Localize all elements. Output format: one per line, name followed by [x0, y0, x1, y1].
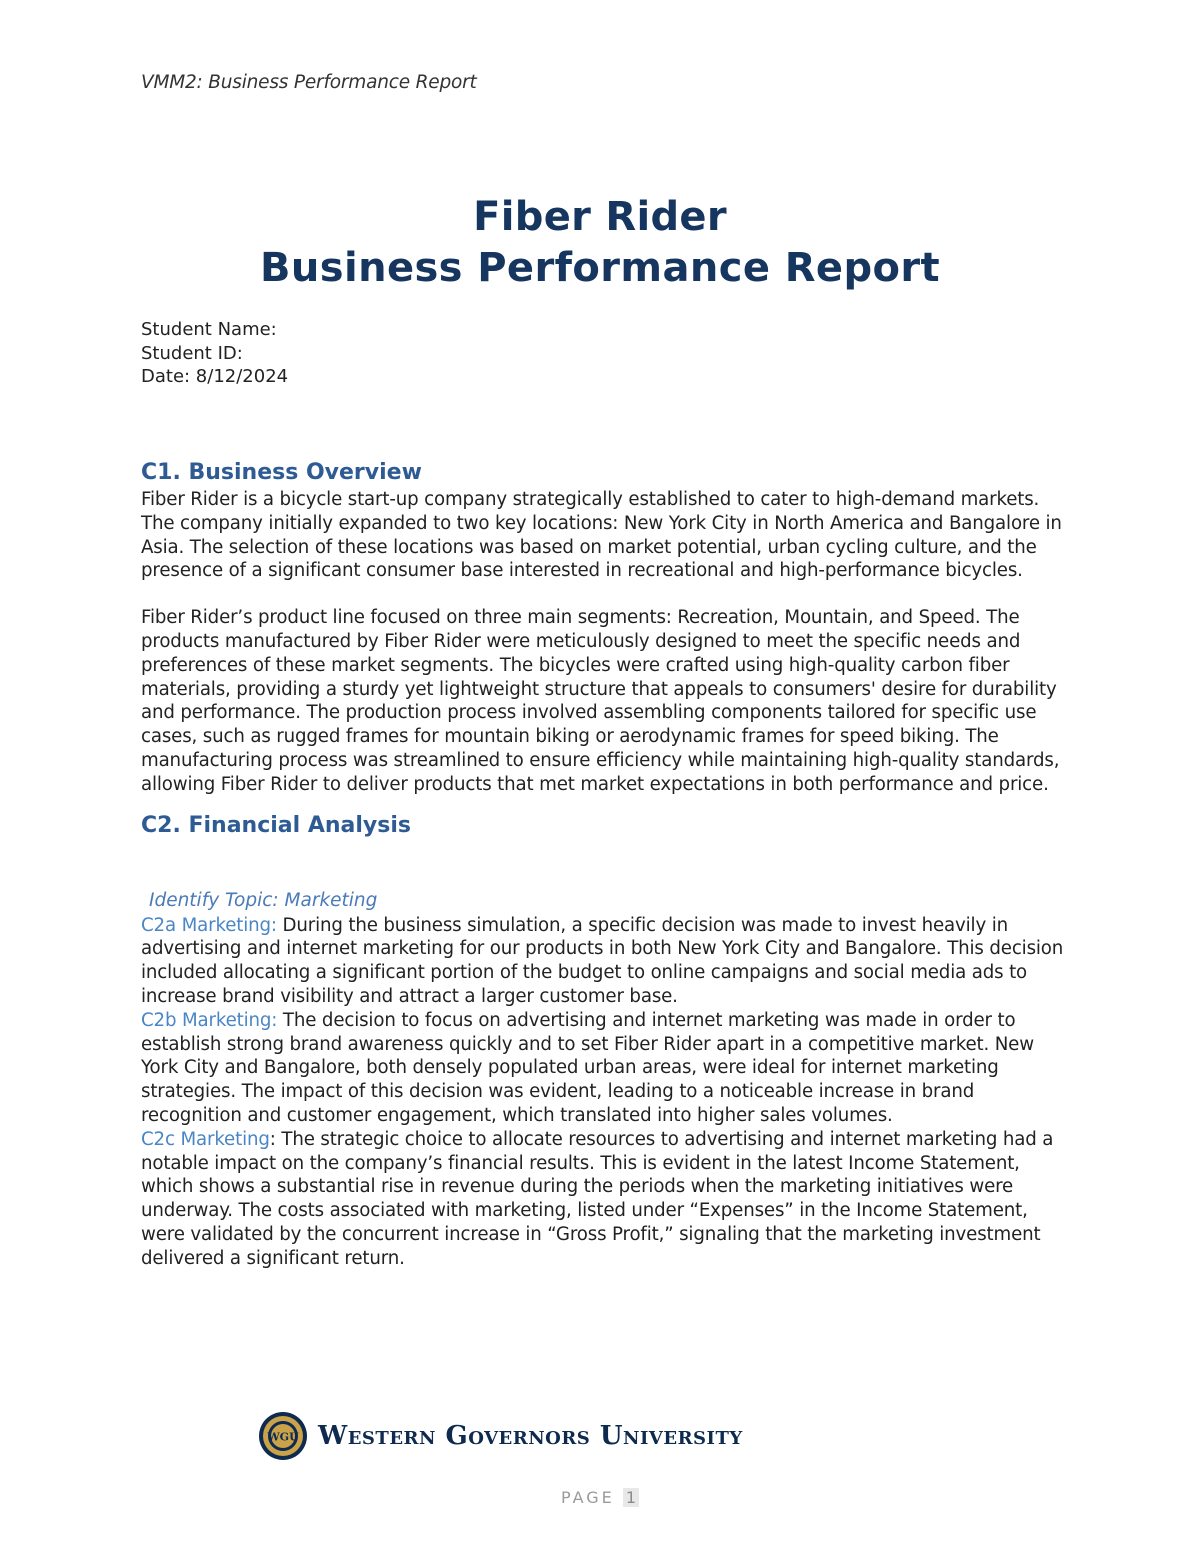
student-info: [141, 318, 288, 389]
page-footer: [0, 1488, 1200, 1507]
document-title: [0, 192, 1200, 294]
wgu-logo: [258, 1411, 743, 1461]
wgu-wordmark: Western Governors University: [318, 1421, 743, 1451]
c2c-label: C2c Marketing: [141, 1128, 270, 1150]
c2c-text: : The strategic choice to allocate resources to advertising and internet marketing had a notable impact on the company’s financial results. This is evident in the latest Income Statement, which shows a substantial rise in revenue during the periods when the marketing initiatives were underway. The costs associated with marketing, listed under “Expenses” in the Income Statement, were validated by the concurrent increase in “Gross Profit,” signaling that the marketing investment delivered a significant return.: [141, 1128, 1054, 1269]
topic-line: Identify Topic: Marketing: [149, 889, 378, 911]
c2b-label: C2b Marketing:: [141, 1009, 278, 1031]
c2a-paragraph: [141, 914, 1071, 1009]
c2c-paragraph: [141, 1128, 1071, 1271]
running-header: VMM2: Business Performance Report: [141, 72, 477, 93]
svg-text:WGU: WGU: [267, 1430, 299, 1444]
report-date: Date: 8/12/2024: [141, 366, 289, 387]
c2b-paragraph: [141, 1009, 1071, 1128]
c1-paragraph-2: Fiber Rider’s product line focused on three main segments: Recreation, Mountain, and Speed. The products manufactured by Fiber Rider were meticulously designed to meet the specific needs and preferences of these market segments. The bicycles were crafted using high-quality carbon fiber materials, providing a sturdy yet lightweight structure that appeals to consumers' desire for durability and performance. The production process involved assembling components tailored for specific use cases, such as rugged frames for mountain biking or aerodynamic frames for speed biking. The manufacturing process was streamlined to ensure efficiency while maintaining high-quality standards, allowing Fiber Rider to deliver products that met market expectations in both performance and price.: [141, 607, 1060, 795]
c1-paragraph-1: Fiber Rider is a bicycle start-up company strategically established to cater to high-demand markets. The company initially expanded to two key locations: New York City in North America and Bangalore in Asia. The selection of these locations was based on market potential, urban cycling culture, and the presence of a significant consumer base interested in recreational and high-performance bicycles.: [141, 489, 1062, 582]
c2b-text: The decision to focus on advertising and internet marketing was made in order to establish strong brand awareness quickly and to set Fiber Rider apart in a competitive market. New York City and Bangalore, both densely populated urban areas, were ideal for internet marketing strategies. The impact of this decision was evident, leading to a noticeable increase in brand recognition and customer engagement, which translated into higher sales volumes.: [141, 1009, 1034, 1126]
section-heading-c2: C2. Financial Analysis: [141, 812, 411, 838]
c2a-text: During the business simulation, a specific decision was made to invest heavily in advertising and internet marketing for our products in both New York City and Bangalore. This decision included allocating a significant portion of the budget to online campaigns and social media ads to increase brand visibility and attract a larger customer base.: [141, 914, 1064, 1007]
page-label: PAGE: [560, 1488, 615, 1507]
wgu-seal-icon: [258, 1411, 308, 1461]
student-id: Student ID:: [141, 342, 243, 364]
student-name: Student Name:: [141, 319, 277, 340]
title-line-2: Business Performance Report: [259, 245, 941, 291]
c2a-label: C2a Marketing:: [141, 914, 277, 936]
page-number: 1: [623, 1488, 639, 1507]
section-heading-c1: C1. Business Overview: [141, 460, 422, 485]
report-body: [141, 458, 1071, 1271]
title-line-1: Fiber Rider: [473, 194, 727, 240]
